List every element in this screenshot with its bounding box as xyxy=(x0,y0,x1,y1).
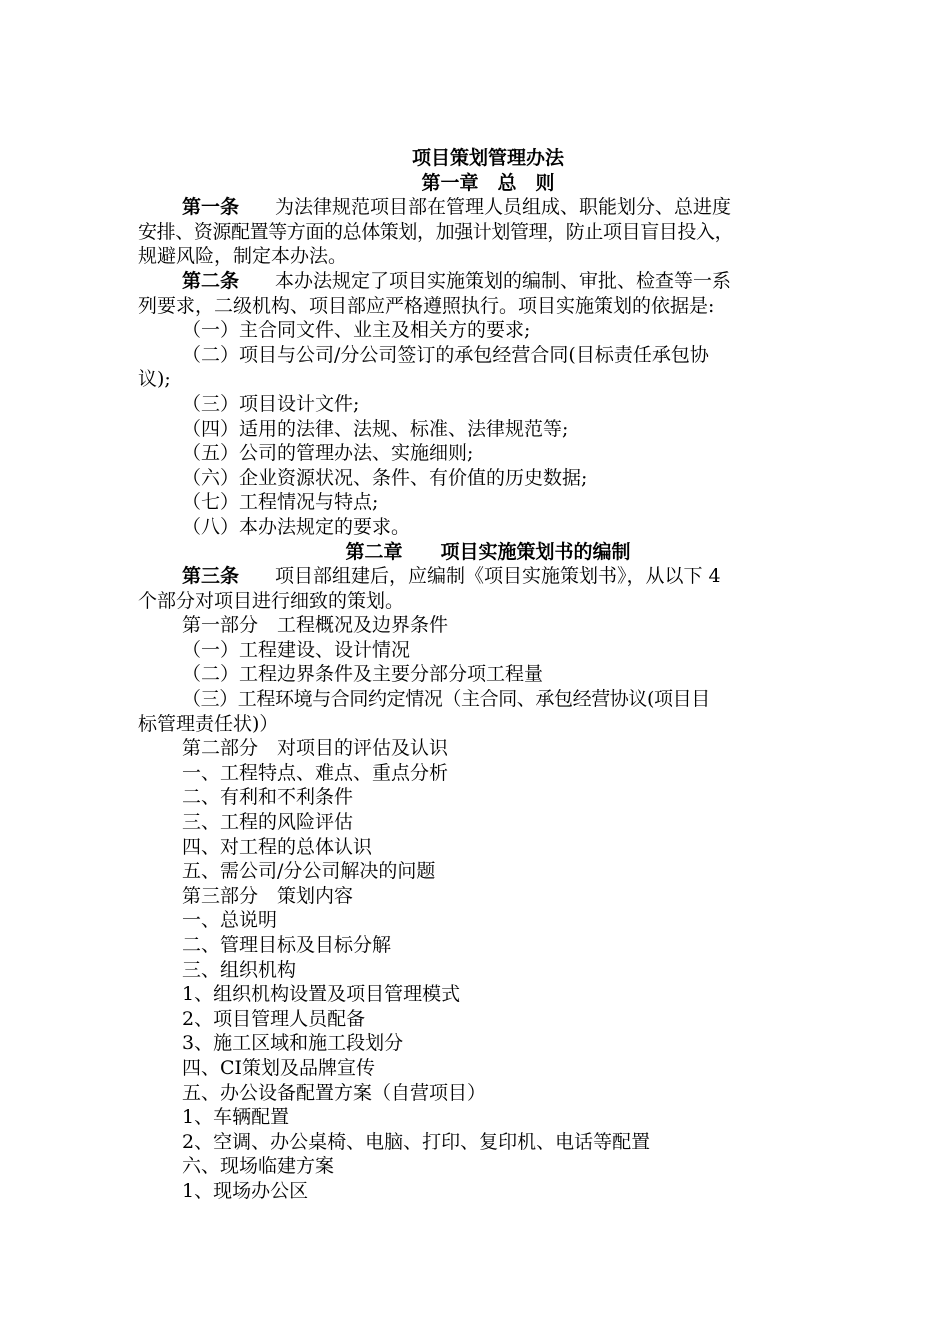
part-2-item-1: 一、工程特点、难点、重点分析 xyxy=(182,761,449,784)
part-3-item-3: 三、组织机构 xyxy=(182,958,297,981)
article-2-item-2: （二）项目与公司/分公司签订的承包经营合同(目标责任承包协 xyxy=(182,343,709,366)
part-1-item-3: （三）工程环境与合同约定情况（主合同、承包经营协议(项目目 xyxy=(182,688,710,711)
part-3-item-7: 四、CI策划及品牌宣传 xyxy=(182,1056,376,1079)
chapter-2-title: 第二章 项目实施策划书的编制 xyxy=(345,540,631,563)
part-1-title: 第一部分 工程概况及边界条件 xyxy=(182,614,449,637)
part-2-item-3: 三、工程的风险评估 xyxy=(182,811,354,834)
part-2-item-4: 四、对工程的总体认识 xyxy=(182,835,373,858)
part-2-item-2: 二、有利和不利条件 xyxy=(182,786,354,809)
article-3-line-2: 个部分对项目进行细致的策划。 xyxy=(138,589,405,612)
article-2-head: 第二条 xyxy=(182,269,240,292)
article-2-item-5: （五）公司的管理办法、实施细则; xyxy=(182,442,474,465)
part-3-item-4: 1、组织机构设置及项目管理模式 xyxy=(182,983,461,1006)
article-2-item-7: （七）工程情况与特点; xyxy=(182,491,379,514)
article-2-item-1: （一）主合同文件、业主及相关方的要求; xyxy=(182,319,531,342)
article-3-line-1 xyxy=(138,564,838,589)
article-2-text-1: 本办法规定了项目实施策划的编制、审批、检查等一系 xyxy=(275,269,732,292)
article-2-item-4: （四）适用的法律、法规、标准、法律规范等; xyxy=(182,417,569,440)
document-body xyxy=(138,146,838,1204)
article-1-line-1 xyxy=(138,195,838,220)
part-3-title: 第三部分 策划内容 xyxy=(182,884,354,907)
article-1-text-1: 为法律规范项目部在管理人员组成、职能划分、总进度 xyxy=(275,196,732,219)
article-2-item-3: （三）项目设计文件; xyxy=(182,392,360,415)
article-2-item-8: （八）本办法规定的要求。 xyxy=(182,515,411,538)
document-title: 项目策划管理办法 xyxy=(411,147,564,169)
part-3-item-9: 1、车辆配置 xyxy=(182,1106,290,1129)
article-1-line-2: 安排、资源配置等方面的总体策划，加强计划管理，防止项目盲目投入， xyxy=(138,220,734,243)
article-2-item-6: （六）企业资源状况、条件、有价值的历史数据; xyxy=(182,466,588,489)
part-1-item-3-cont: 标管理责任状)） xyxy=(138,712,279,735)
article-1-head: 第一条 xyxy=(182,196,240,219)
article-2-item-2-cont: 议); xyxy=(138,368,171,391)
part-3-item-11: 六、现场临建方案 xyxy=(182,1155,335,1178)
article-3-head: 第三条 xyxy=(182,565,240,588)
part-1-item-1: （一）工程建设、设计情况 xyxy=(182,638,411,661)
part-1-item-2: （二）工程边界条件及主要分部分项工程量 xyxy=(182,663,544,686)
article-1-line-3: 规避风险，制定本办法。 xyxy=(138,245,348,268)
part-3-item-8: 五、办公设备配置方案（自营项目） xyxy=(182,1081,487,1104)
chapter-1-title: 第一章 总 则 xyxy=(421,171,555,194)
part-3-item-1: 一、总说明 xyxy=(182,909,278,932)
part-3-item-10: 2、空调、办公桌椅、电脑、打印、复印机、电话等配置 xyxy=(182,1130,651,1153)
part-3-item-6: 3、施工区域和施工段划分 xyxy=(182,1032,404,1055)
article-3-text-1: 项目部组建后，应编制《项目实施策划书》，从以下 4 xyxy=(275,565,721,588)
part-3-item-2: 二、管理目标及目标分解 xyxy=(182,934,392,956)
part-2-title: 第二部分 对项目的评估及认识 xyxy=(182,737,449,760)
part-3-item-12: 1、现场办公区 xyxy=(182,1179,309,1202)
article-2-line-1 xyxy=(138,269,838,294)
article-2-line-2: 列要求，二级机构、项目部应严格遵照执行。项目实施策划的依据是: xyxy=(138,294,715,317)
part-3-item-5: 2、项目管理人员配备 xyxy=(182,1007,366,1030)
part-2-item-5: 五、需公司/分公司解决的问题 xyxy=(182,860,436,883)
